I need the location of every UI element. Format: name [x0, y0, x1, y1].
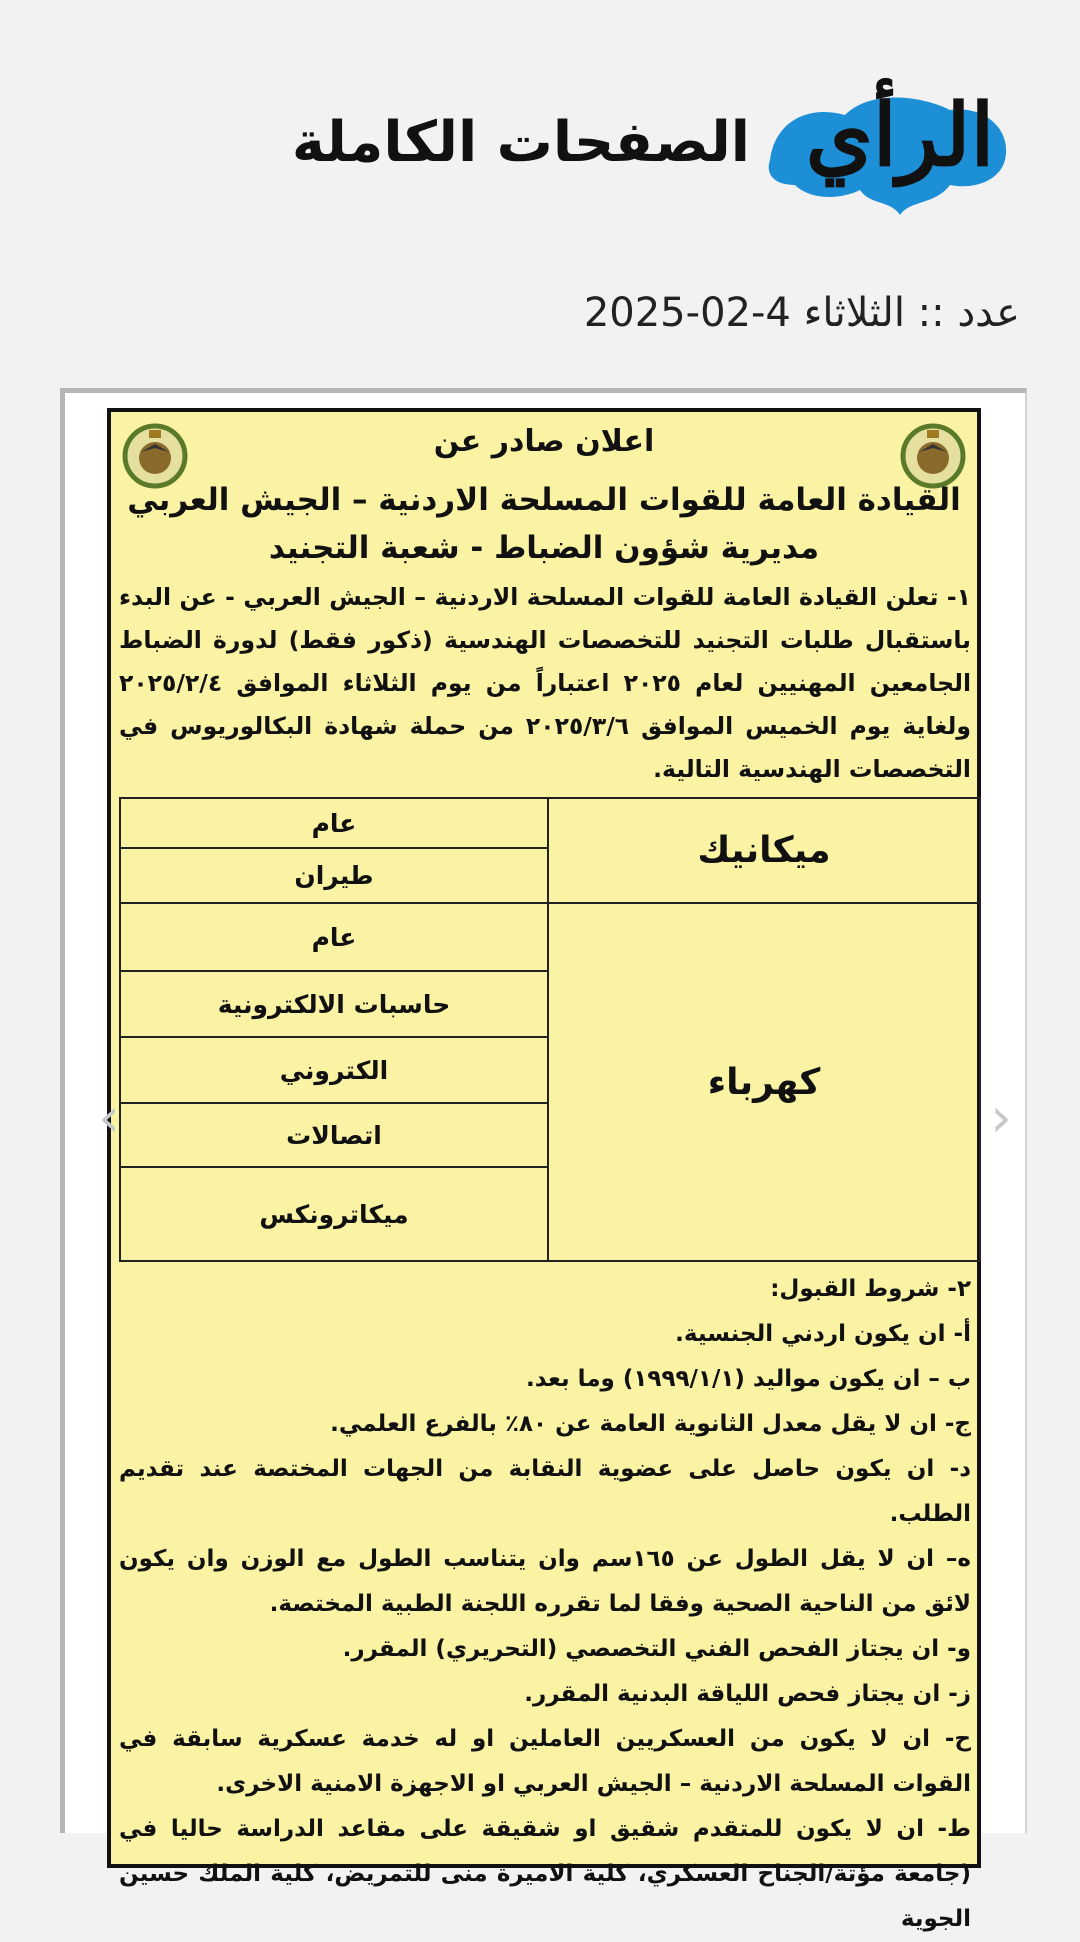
site-title: الصفحات الكاملة: [291, 110, 750, 175]
logo-map-icon: [750, 50, 1020, 220]
header: [0, 40, 1080, 210]
issue-date: عدد :: الثلاثاء 4-02-2025: [583, 290, 1020, 336]
major-cell: ميكانيك: [548, 798, 980, 903]
organization-line: القيادة العامة للقوات المسلحة الاردنية – الجيش العربي: [127, 482, 961, 518]
page-viewer[interactable]: [60, 388, 1027, 1932]
sub-cell: عام: [120, 903, 548, 971]
intro-paragraph: ١- تعلن القيادة العامة للقوات المسلحة الاردنية – الجيش العربي - عن البدء باستقبال طلبات التجنيد للتخصصات الهندسية (ذكور فقط) لدورة الضباط الجامعين المهنيين لعام ٢٠٢٥ اعتباراً من يوم الثلاثاء الموافق ٢٠٢٥/٢/٤ ولغاية يوم الخميس الموافق ٢٠٢٥/٣/٦ من حملة شهادة البكالوريوس في التخصصات الهندسية التالية.: [119, 583, 971, 783]
table-row: [120, 798, 980, 848]
newspaper-page: [107, 408, 981, 1932]
condition-item: و- ان يجتاز الفحص الفني التخصصي (التحريري) المقرر.: [342, 1636, 971, 1662]
conditions-title: ٢- شروط القبول:: [770, 1276, 971, 1302]
sub-cell: حاسبات الالكترونية: [120, 971, 548, 1037]
chevron-left-icon[interactable]: ‹: [98, 1086, 120, 1149]
condition-item: ه– ان لا يقل الطول عن ١٦٥سم وان يتناسب الطول مع الوزن وان يكون لائق من الناحية الصحية وفقا لما تقرره اللجنة الطبية المختصة.: [119, 1546, 971, 1617]
condition-item: د- ان يكون حاصل على عضوية النقابة من الجهات المختصة عند تقديم الطلب.: [119, 1456, 971, 1527]
sub-cell: اتصالات: [120, 1103, 548, 1167]
logo-text: الرأي: [805, 85, 995, 186]
sub-cell: الكتروني: [120, 1037, 548, 1103]
alrai-logo[interactable]: [750, 50, 1020, 220]
conditions-section: [119, 1267, 971, 1942]
sub-cell: طيران: [120, 848, 548, 903]
condition-item: ط- ان لا يكون للمتقدم شقيق او شقيقة على مقاعد الدراسة حاليا في (جامعة مؤتة/الجناح العسكري، كلية الاميرة منى للتمريض، كلية الملك حسين الجوية: [119, 1816, 971, 1932]
major-cell: كهرباء: [548, 903, 980, 1261]
condition-item: أ- ان يكون اردني الجنسية.: [675, 1321, 971, 1347]
condition-item: ب – ان يكون مواليد (١٩٩٩/١/١) وما بعد.: [526, 1366, 971, 1392]
condition-item: ز- ان يجتاز فحص اللياقة البدنية المقرر.: [524, 1681, 971, 1707]
chevron-right-icon[interactable]: ›: [990, 1086, 1012, 1149]
condition-item: ج- ان لا يقل معدل الثانوية العامة عن ٨٠٪ بالفرع العلمي.: [330, 1411, 971, 1437]
announcement-heading: اعلان صادر عن: [433, 424, 655, 459]
table-row: [120, 903, 980, 971]
sub-cell: ميكاترونكس: [120, 1167, 548, 1261]
condition-item: ح- ان لا يكون من العسكريين العاملين او له خدمة عسكرية سابقة في القوات المسلحة الاردنية – الجيش العربي او الاجهزة الامنية الاخرى.: [119, 1726, 971, 1797]
sub-cell: عام: [120, 798, 548, 848]
specializations-table: [119, 797, 981, 1262]
department-line: مديرية شؤون الضباط - شعبة التجنيد: [268, 530, 820, 566]
